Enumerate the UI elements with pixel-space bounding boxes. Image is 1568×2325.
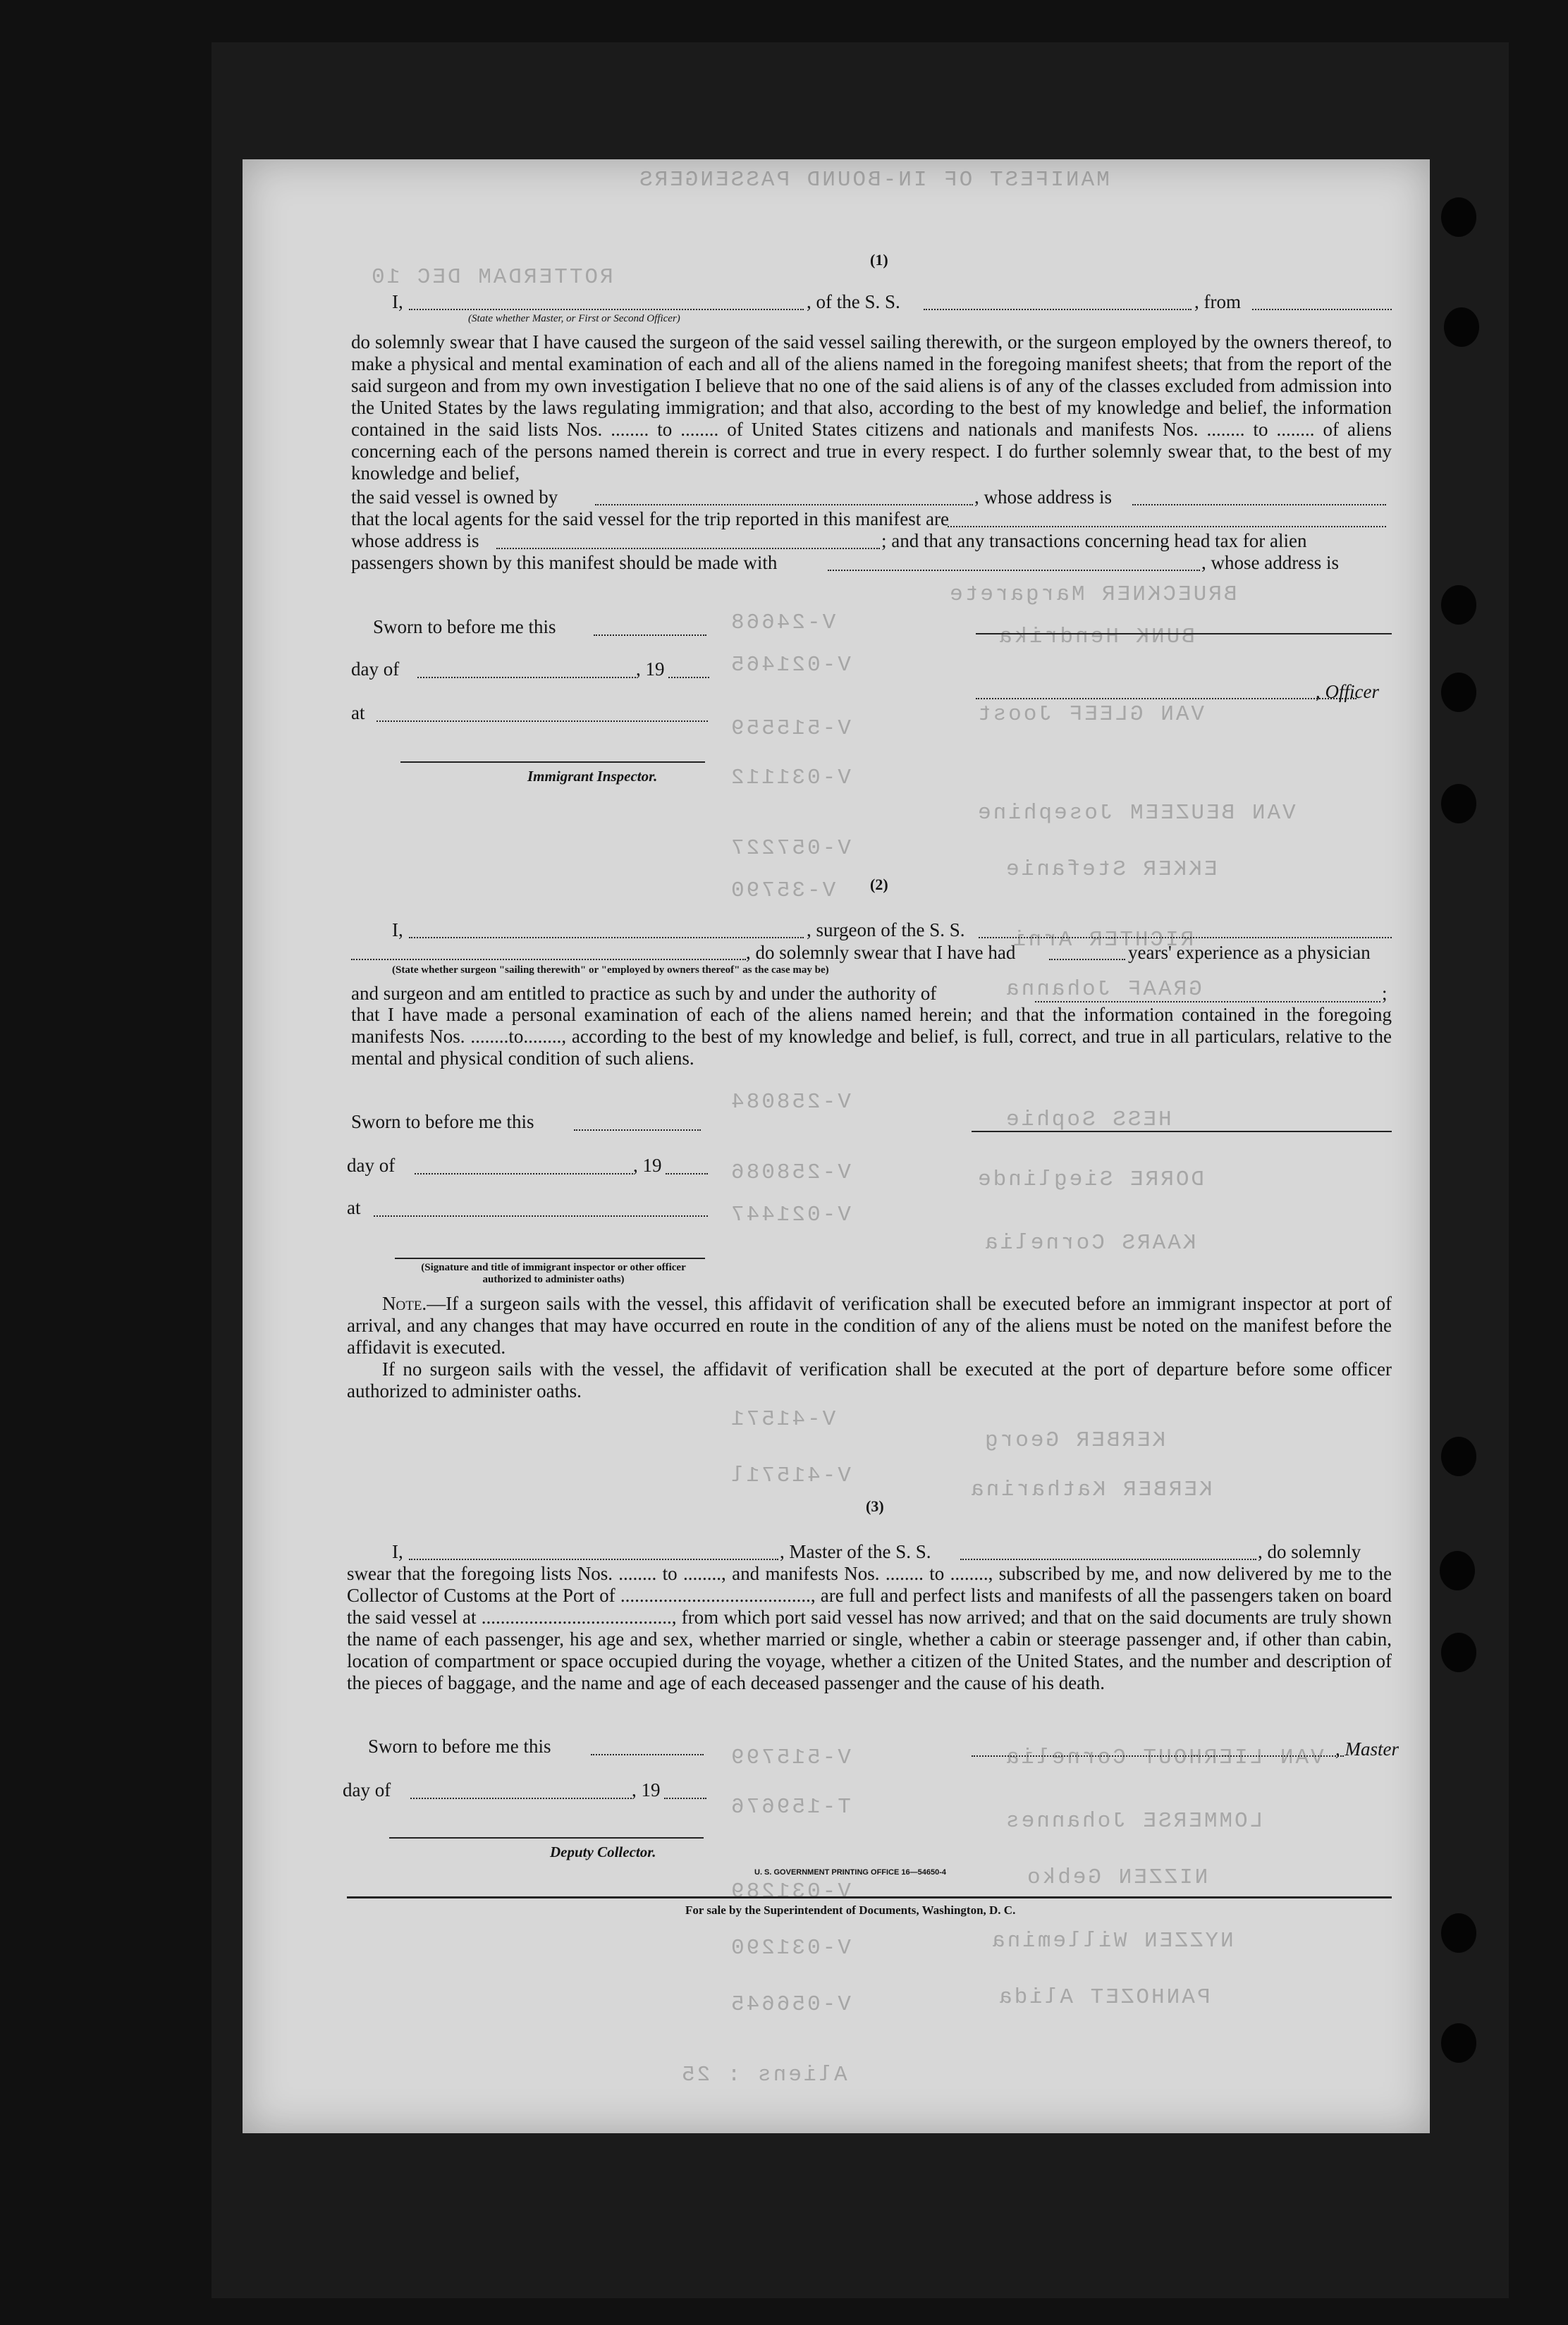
ghost-code: V-41571: [729, 1407, 836, 1432]
section-number: (3): [866, 1497, 884, 1515]
vessel-name-field: [924, 309, 1192, 310]
local-agents-field: [948, 526, 1386, 527]
ghost-name: NYZZEN Willemina: [990, 1929, 1234, 1953]
punch-hole: [1444, 307, 1479, 347]
year-label-2: , 19: [633, 1155, 662, 1176]
ghost-name: LOMMERSE Johannes: [1004, 1809, 1263, 1834]
ghost-name: KERBER Katharina: [969, 1478, 1213, 1502]
year-field: [668, 677, 709, 678]
whose-address-label-3: , whose address is: [1201, 552, 1339, 573]
ghost-name: PANHOZET Alida: [997, 1985, 1211, 2010]
from-label: , from: [1194, 291, 1241, 312]
ghost-name: GRAAF Johanna: [1004, 977, 1202, 1002]
master-i: I,: [392, 1541, 403, 1562]
owner-field: [595, 504, 973, 505]
ghost-name: VAN BEUZEEM Josephine: [976, 801, 1296, 826]
ghost-code: T-159676: [729, 1795, 851, 1820]
ghost-name: KERBER Georg: [983, 1428, 1166, 1453]
surgeon-of-label: , surgeon of the S. S.: [807, 919, 965, 940]
owner-address-field: [1132, 504, 1386, 505]
month-field: [417, 677, 636, 678]
officer-signature-line-1: [976, 633, 1392, 634]
ghost-name: KAARS Cornelia: [983, 1231, 1196, 1256]
surgeon-i: I,: [392, 919, 403, 940]
ghost-top-right: ROTTERDAM DEC 10: [369, 265, 613, 290]
officer-label: , Officer: [1316, 681, 1379, 702]
gpo-imprint: U. S. GOVERNMENT PRINTING OFFICE 16—54650-4: [754, 1868, 947, 1877]
ghost-code: V-24668: [729, 611, 836, 635]
year-field-3: [664, 1798, 706, 1799]
place-field-2: [374, 1215, 708, 1217]
master-vessel-field: [960, 1559, 1256, 1560]
punch-hole: [1441, 1633, 1476, 1672]
month-field-3: [410, 1798, 632, 1799]
punch-hole: [1441, 197, 1476, 237]
surgeon-signature-line: [972, 1131, 1392, 1132]
year-label: , 19: [636, 658, 665, 680]
ghost-name: EKKER Stefanie: [1004, 857, 1218, 882]
owned-by-label: the said vessel is owned by: [351, 486, 558, 508]
ghost-name: VAN GLEEF Joost: [976, 702, 1205, 727]
master-name-field: [409, 1559, 778, 1560]
years-field: [1049, 959, 1125, 960]
port-from-field: [1252, 309, 1392, 310]
deputy-caption: Deputy Collector.: [550, 1844, 656, 1860]
ghost-code: V-35790: [729, 878, 836, 903]
local-agents-label: that the local agents for the said vessel for the trip reported in this manifest are: [351, 508, 949, 529]
punch-hole: [1440, 1551, 1475, 1590]
ghost-code: V-031289: [729, 1879, 851, 1904]
ghost-code: V-031112: [729, 766, 851, 790]
authority-field: [1035, 1001, 1380, 1002]
do-solemnly-label: , do solemnly: [1258, 1541, 1361, 1562]
place-field: [376, 720, 708, 722]
head-tax-party-field: [828, 570, 1200, 571]
year-field-2: [666, 1173, 708, 1174]
manifest-page: [243, 159, 1430, 2133]
ghost-code: V-021465: [729, 653, 851, 677]
ghost-header: MANIFEST OF IN-BOUND PASSENGERS: [637, 168, 1110, 192]
ghost-name: DORRE Sieglinde: [976, 1167, 1205, 1192]
punch-hole: [1441, 673, 1476, 712]
ghost-name: BUNK Hendrika: [997, 625, 1195, 649]
surgeon-caption: (State whether surgeon "sailing therewith" or "employed by owners thereof" as the case may be): [392, 964, 829, 976]
sworn-day-field-3: [591, 1754, 704, 1755]
ghost-name: VAN LIERHOUT Cornelia: [1004, 1746, 1324, 1770]
ghost-name: HESS Sophie: [1004, 1108, 1172, 1132]
section-number: (1): [870, 251, 888, 269]
section-number: (2): [870, 876, 888, 893]
ghost-code: V-056645: [729, 1992, 851, 2017]
ghost-code: V-031290: [729, 1936, 851, 1961]
sworn-label-3: Sworn to before me this: [368, 1736, 551, 1757]
whose-address-label: , whose address is: [974, 486, 1112, 508]
ghost-code: V-258084: [729, 1090, 851, 1115]
of-ss-label: , of the S. S.: [807, 291, 900, 312]
punch-hole: [1441, 1913, 1476, 1953]
passengers-shown-label: passengers shown by this manifest should be made with: [351, 552, 778, 573]
head-tax-label: ; and that any transactions concerning head tax for alien: [881, 530, 1307, 551]
day-of-label: day of: [351, 658, 400, 680]
sworn-label: Sworn to before me this: [373, 616, 556, 637]
punch-hole: [1441, 784, 1476, 823]
for-sale-note: For sale by the Superintendent of Documents, Washington, D. C.: [685, 1903, 1016, 1917]
at-label-2: at: [347, 1197, 361, 1218]
note-label: Note.: [382, 1293, 427, 1314]
agents-address-label: whose address is: [351, 530, 479, 551]
punch-hole: [1441, 2023, 1476, 2063]
surgeon-type-field: [351, 959, 746, 960]
semicolon: ;: [1382, 983, 1388, 1004]
officer-name-field: [409, 309, 804, 310]
inspector-signature-line: [400, 761, 705, 763]
officer-caption: (State whether Master, or First or Second Officer): [468, 313, 680, 324]
ghost-code: V-258086: [729, 1160, 851, 1185]
ghost-code: V-515799: [729, 1746, 851, 1770]
sig-line-2: [395, 1258, 705, 1259]
officer-signature-line-2: [976, 698, 1356, 699]
deputy-signature-line: [389, 1837, 704, 1839]
section2-body: that I have made a personal examination of each of the aliens named herein; and that the information contained in the foregoing manifests Nos. ........to........, according to the best of my knowledge and belief, is full, correct, and true in all particulars, relative to the mental and physical condition of such aliens.: [351, 1004, 1392, 1069]
years-experience-label: years' experience as a physician: [1128, 942, 1371, 963]
year-label-3: , 19: [632, 1779, 661, 1801]
master-label: , Master: [1335, 1738, 1399, 1760]
day-of-label-2: day of: [347, 1155, 396, 1176]
note-2: If no surgeon sails with the vessel, the affidavit of verification shall be executed at the port of departure before some officer authorized to administer oaths.: [347, 1358, 1392, 1401]
ghost-code: V-057227: [729, 836, 851, 861]
day-of-label-3: day of: [343, 1779, 391, 1801]
at-label: at: [351, 702, 365, 723]
section1-body: do solemnly swear that I have caused the surgeon of the said vessel sailing therewith, or the surgeon employed by the owners thereof, to make a physical and mental examination of each and all of the aliens named in the foregoing manifest sheets; that from the report of the said surgeon and from my own investigation I believe that no one of the said aliens is of any of the classes excluded from admission into the United States by the laws regulating immigration; and that also, according to the best of my knowledge and belief, the information contained in the said lists Nos. ........ to ........ of United States citizens and nationals and manifests Nos. ........ to ........ of aliens concerning each of the persons named therein is correct and true in every respect. I do further solemnly swear that, to the best of my knowledge and belief,: [351, 331, 1392, 484]
master-of-label: , Master of the S. S.: [780, 1541, 931, 1562]
swear-had-label: , do solemnly swear that I have had: [746, 942, 1016, 963]
sworn-label-2: Sworn to before me this: [351, 1111, 534, 1132]
ghost-code: V-515559: [729, 716, 851, 741]
ghost-name: BRUECKNER Margarete: [948, 582, 1237, 607]
sig-caption-2: (Signature and title of immigrant inspector or other officer authorized to administer oaths): [421, 1262, 686, 1285]
section3-body: swear that the foregoing lists Nos. ........ to ........, and manifests Nos. ........ to ........, subscribed by me, and now delivered by me to the Collector of Customs at the Port of ........................................, are full and perfect lists and manifests of all the passengers taken on board the said vessel at ........................................, from which port said vessel has now arrived; and that on the said documents are truly shown the name of each passenger, his age and sex, whether married or single, whether a cabin or steerage passenger and, if other than cabin, location of compartment or space occupied during the voyage, whether a citizen of the United States, and the number and description of the pieces of baggage, and the name and age of each deceased passenger and the cause of his death.: [347, 1563, 1392, 1693]
punch-hole: [1441, 1437, 1476, 1476]
ghost-code: V-41571l: [729, 1464, 851, 1488]
ghost-code: V-021447: [729, 1203, 851, 1227]
master-signature-line: [972, 1755, 1344, 1757]
note-block: [347, 1293, 1392, 1402]
month-field-2: [415, 1173, 633, 1174]
sworn-day-field: [594, 634, 706, 636]
surgeon-name-field: [409, 937, 804, 938]
ghost-name: NIZZEN Gebko: [1025, 1865, 1208, 1890]
agents-address-field: [496, 548, 880, 549]
authority-label: and surgeon and am entitled to practice as such by and under the authority of: [351, 983, 937, 1004]
note-text: —If a surgeon sails with the vessel, this affidavit of verification shall be executed before an immigrant inspector at port of arrival, and any changes that may have occurred en route in the condition of any of the aliens must be noted on the manifest before the affidavit is executed.: [347, 1293, 1392, 1358]
inspector-caption: Immigrant Inspector.: [527, 768, 658, 785]
surgeon-vessel-field: [979, 937, 1392, 938]
punch-hole: [1441, 585, 1476, 625]
ghost-total: Aliens : 25: [680, 2063, 847, 2087]
footer-rule: [347, 1896, 1392, 1898]
ghost-name: RICHTER Arni: [1011, 928, 1194, 952]
sworn-day-field-2: [574, 1129, 701, 1131]
oath-i: I,: [392, 291, 403, 312]
